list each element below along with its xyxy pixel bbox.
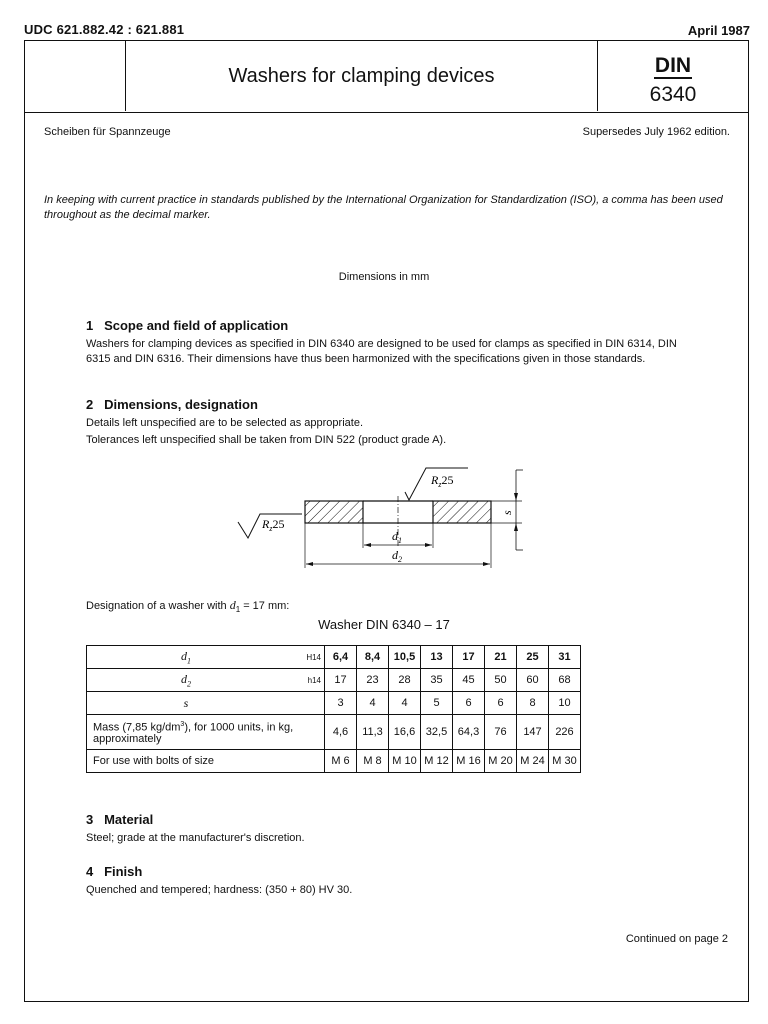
title-block bbox=[25, 41, 748, 113]
washer-section-right bbox=[433, 501, 491, 523]
surface-value-left: $R_z25$ bbox=[262, 517, 285, 533]
designation-caption bbox=[86, 598, 289, 614]
din-label-text: DIN bbox=[654, 54, 692, 77]
table-cell: 6 bbox=[485, 692, 517, 715]
table-cell: M 16 bbox=[453, 750, 485, 773]
row-symbol-letter: s bbox=[183, 695, 189, 710]
washer-section-left bbox=[305, 501, 363, 523]
table-cell: 10,5 bbox=[389, 646, 421, 669]
section-2-text-1: Details left unspecified are to be selected as appropriate. bbox=[86, 417, 363, 429]
supersedes-note: Supersedes July 1962 edition. bbox=[582, 126, 730, 138]
table-cell: 45 bbox=[453, 669, 485, 692]
table-row bbox=[87, 646, 581, 669]
table-row-bolts bbox=[87, 750, 581, 773]
table-cell: 147 bbox=[517, 715, 549, 750]
table-cell: 8,4 bbox=[357, 646, 389, 669]
s-arrow-bottom bbox=[514, 523, 518, 531]
table-row bbox=[87, 692, 581, 715]
designation-caption-sub: 1 bbox=[235, 605, 241, 615]
table-cell: 16,6 bbox=[389, 715, 421, 750]
dimensions-table-body bbox=[87, 646, 581, 773]
row-tolerance: H14 bbox=[285, 646, 325, 669]
dimensions-table bbox=[86, 645, 581, 773]
row-symbol bbox=[87, 646, 286, 669]
table-cell: 8 bbox=[517, 692, 549, 715]
table-cell: 17 bbox=[325, 669, 357, 692]
row-symbol-subscript: 1 bbox=[187, 656, 191, 666]
table-cell: 4,6 bbox=[325, 715, 357, 750]
table-cell: 226 bbox=[549, 715, 581, 750]
table-cell: 31 bbox=[549, 646, 581, 669]
table-cell: 68 bbox=[549, 669, 581, 692]
table-cell: 32,5 bbox=[421, 715, 453, 750]
section-4-heading: 4 Finish bbox=[86, 864, 143, 879]
row-symbol bbox=[87, 669, 286, 692]
din-label bbox=[598, 54, 748, 78]
iso-decimal-note: In keeping with current practice in standards published by the International Organization for Standardization (ISO), a comma has been used throughout as the decimal marker. bbox=[44, 194, 723, 221]
table-cell: M 12 bbox=[421, 750, 453, 773]
table-cell: 3 bbox=[325, 692, 357, 715]
document-title: Washers for clamping devices bbox=[228, 65, 495, 87]
table-cell: 25 bbox=[517, 646, 549, 669]
table-cell: 10 bbox=[549, 692, 581, 715]
section-1-heading: 1 Scope and field of application bbox=[86, 318, 289, 333]
table-cell: 50 bbox=[485, 669, 517, 692]
row-symbol bbox=[87, 692, 286, 715]
section-4-text: Quenched and tempered; hardness: (350 + 80) HV 30. bbox=[86, 884, 353, 896]
table-cell: 60 bbox=[517, 669, 549, 692]
din-number: 6340 bbox=[649, 83, 697, 106]
mass-label-sup: 3 bbox=[180, 720, 185, 728]
table-cell: 23 bbox=[357, 669, 389, 692]
table-cell: 21 bbox=[485, 646, 517, 669]
section-2-heading: 2 Dimensions, designation bbox=[86, 397, 258, 412]
table-cell: M 8 bbox=[357, 750, 389, 773]
row-symbol-letter: d bbox=[181, 671, 187, 686]
table-cell: 64,3 bbox=[453, 715, 485, 750]
d2-arrow-left bbox=[306, 562, 313, 566]
table-cell: 4 bbox=[389, 692, 421, 715]
table-cell: M 30 bbox=[549, 750, 581, 773]
table-cell: 11,3 bbox=[357, 715, 389, 750]
washer-drawing bbox=[230, 462, 530, 574]
designation-caption-prefix: Designation of a washer with bbox=[86, 600, 230, 612]
publication-date: April 1987 bbox=[687, 23, 750, 38]
s-label: s bbox=[500, 510, 514, 515]
table-cell: M 10 bbox=[389, 750, 421, 773]
d2-arrow-right bbox=[483, 562, 490, 566]
table-cell: M 6 bbox=[325, 750, 357, 773]
d2-label: $d_2$ bbox=[392, 548, 402, 564]
table-cell: 6 bbox=[453, 692, 485, 715]
german-title: Scheiben für Spannzeuge bbox=[44, 126, 171, 138]
row-symbol-subscript: 2 bbox=[187, 679, 191, 689]
section-3-text: Steel; grade at the manufacturer's discretion. bbox=[86, 832, 305, 844]
table-cell: 4 bbox=[357, 692, 389, 715]
table-cell: 17 bbox=[453, 646, 485, 669]
udc-number: UDC 621.882.42 : 621.881 bbox=[24, 22, 185, 37]
designation-example: Washer DIN 6340 – 17 bbox=[318, 617, 450, 632]
designation-caption-var: d bbox=[229, 598, 236, 612]
table-row-mass bbox=[87, 715, 581, 750]
continued-note: Continued on page 2 bbox=[625, 933, 728, 945]
designation-caption-suffix: = 17 mm: bbox=[240, 600, 290, 612]
mass-label bbox=[87, 715, 325, 750]
row-tolerance bbox=[285, 692, 325, 715]
surface-value-top: $R_z25$ bbox=[431, 473, 454, 489]
dimensions-note: Dimensions in mm bbox=[338, 271, 430, 283]
row-tolerance: h14 bbox=[285, 669, 325, 692]
section-3-heading: 3 Material bbox=[86, 812, 154, 827]
table-cell: M 20 bbox=[485, 750, 517, 773]
table-cell: M 24 bbox=[517, 750, 549, 773]
table-cell: 13 bbox=[421, 646, 453, 669]
table-cell: 5 bbox=[421, 692, 453, 715]
table-row bbox=[87, 669, 581, 692]
d1-arrow-right bbox=[425, 543, 432, 547]
table-cell: 6,4 bbox=[325, 646, 357, 669]
table-cell: 76 bbox=[485, 715, 517, 750]
mass-label-part1: Mass (7,85 kg/dm bbox=[93, 721, 181, 734]
s-arrow-top bbox=[514, 493, 518, 501]
row-symbol-letter: d bbox=[181, 648, 187, 663]
section-1-text: Washers for clamping devices as specified in DIN 6340 are designed to be used for clamps as specified in DIN 6314, DIN 6315 and DIN 6316. Their dimensions have thus been harmonized with the specifications given in those standards. bbox=[86, 338, 677, 365]
section-2-text-2: Tolerances left unspecified shall be taken from DIN 522 (product grade A). bbox=[86, 434, 447, 446]
title-block-left-cell bbox=[25, 41, 126, 111]
mass-label-part2: ), for 1000 units, in kg, approximately bbox=[93, 721, 294, 746]
d1-label: $d_1$ bbox=[392, 529, 402, 545]
bolt-label: For use with bolts of size bbox=[87, 750, 325, 773]
table-cell: 28 bbox=[389, 669, 421, 692]
d1-arrow-left bbox=[364, 543, 371, 547]
table-cell: 35 bbox=[421, 669, 453, 692]
